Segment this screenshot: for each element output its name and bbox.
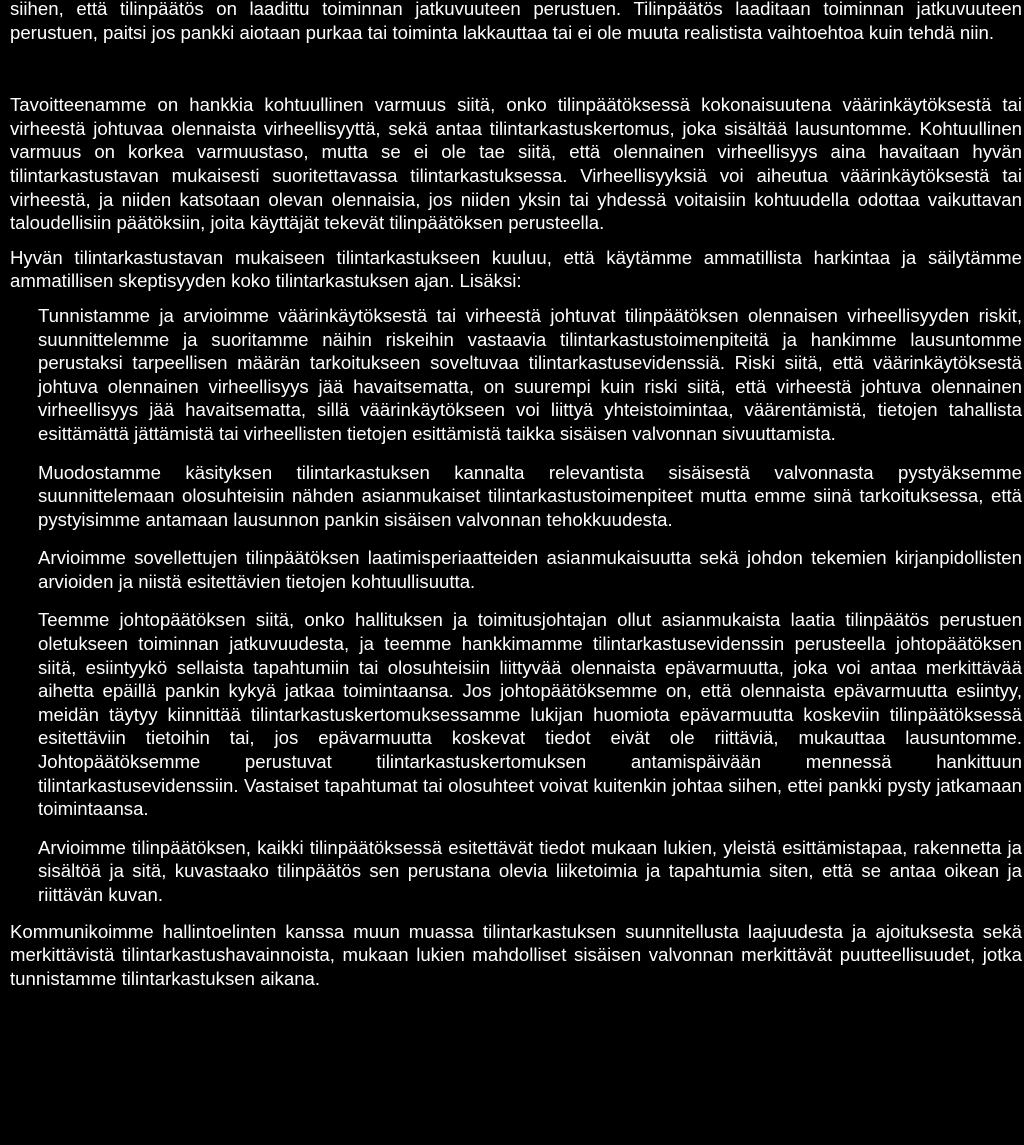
list-item-accounting-policies: Arvioimme sovellettujen tilinpäätöksen laatimisperiaatteiden asianmukaisuutta sekä johdon tekemien kirjanpidollisten arvioiden ja niistä esitettävien tietojen kohtuullisuutta. [38, 547, 1022, 592]
list-item-internal-control: Muodostamme käsityksen tilintarkastuksen kannalta relevantista sisäisestä valvonnasta pystyäksemme suunnittelemaan olosuhteisiin nähden asianmukaiset tilintarkastustoimenpiteet mutta emme siinä tarkoituksessa, että pystyisimme antamaan lausunnon pankin sisäisen valvonnan tehokkuudesta. [38, 461, 1022, 530]
paragraph-going-concern-continuation: siihen, että tilinpäätös on laadittu toiminnan jatkuvuuteen perustuen. Tilinpäätös laaditaan toiminnan jatkuvuuteen perustuen, paitsi jos pankki aiotaan purkaa tai toiminta lakkauttaa tai ei ole muuta realistista vaihtoehtoa kuin tehdä niin. [10, 0, 1022, 43]
paragraph-communication: Kommunikoimme hallintoelinten kanssa muun muassa tilintarkastuksen suunnitellusta laajuudesta ja ajoituksesta sekä merkittävistä tilintarkastushavainnoista, mukaan lukien mahdolliset sisäisen valvonnan merkittävät puutteellisuudet, jotka tunnistamme tilintarkastuksen aikana. [10, 920, 1022, 989]
document-page [10, 0, 1022, 990]
list-item-overall-presentation: Arvioimme tilinpäätöksen, kaikki tilinpäätöksessä esitettävät tiedot mukaan lukien, yleistä esittämistapaa, rakennetta ja sisältöä ja sitä, kuvastaako tilinpäätös sen perustana olevia liiketoimia ja tapahtumia siten, että se antaa oikean ja riittävän kuvan. [38, 836, 1022, 905]
list-item-risk-assessment: Tunnistamme ja arvioimme väärinkäytöksestä tai virheestä johtuvat tilinpäätöksen olennaisen virheellisyyden riskit, suunnittelemme ja suoritamme näihin riskeihin vastaavia tilintarkastustoimenpiteitä ja hankimme lausuntomme perustaksi tarpeellisen määrän tarkoitukseen soveltuvaa tilintarkastusevidenssiä. Riski siitä, että väärinkäytöksestä johtuva olennainen virheellisyys jää havaitsematta, on suurempi kuin riski siitä, että virheestä johtuva olennainen virheellisyys jää havaitsematta, sillä väärinkäytökseen voi liittyä yhteistoimintaa, väärentämistä, tietojen tahallista esittämättä jättämistä tai virheellisten tietojen esittämistä taikka sisäisen valvonnan sivuuttamista. [38, 304, 1022, 444]
paragraph-audit-objective: Tavoitteenamme on hankkia kohtuullinen varmuus siitä, onko tilinpäätöksessä kokonaisuutena väärinkäytöksestä tai virheestä johtuvaa olennaista virheellisyyttä, sekä antaa tilintarkastuskertomus, joka sisältää lausuntomme. Kohtuullinen varmuus on korkea varmuustaso, mutta se ei ole tae siitä, että olennainen virheellisyys aina havaitaan hyvän tilintarkastustavan mukaisesti suoritettavassa tilintarkastuksessa. Virheellisyyksiä voi aiheutua väärinkäytöksestä tai virheestä, ja niiden katsotaan olevan olennaisia, jos niiden yksin tai yhdessä voitaisiin kohtuudella odottaa vaikuttavan taloudellisiin päätöksiin, joita käyttäjät tekevät tilinpäätöksen perusteella. [10, 94, 1022, 234]
list-item-going-concern: Teemme johtopäätöksen siitä, onko hallituksen ja toimitusjohtajan ollut asianmukaista laatia tilinpäätös perustuen oletukseen toiminnan jatkuvuudesta, ja teemme hankkimamme tilintarkastusevidenssin perusteella johtopäätöksen siitä, esiintyykö sellaista tapahtumiin tai olosuhteisiin liittyvää olennaista epävarmuutta, joka voi antaa merkittävää aihetta epäillä pankin kykyä jatkaa toimintaansa. Jos johtopäätöksemme on, että olennaista epävarmuutta esiintyy, meidän täytyy kiinnittää tilintarkastuskertomuksessamme lukijan huomiota epävarmuutta koskeviin tilinpäätöksessä esitettäviin tietoihin tai, jos epävarmuutta koskevat tiedot eivät ole riittäviä, mukauttaa lausuntomme. Johtopäätöksemme perustuvat tilintarkastuskertomuksen antamispäivään mennessä hankittuun tilintarkastusevidenssiin. Vastaiset tapahtumat tai olosuhteet voivat kuitenkin johtaa siihen, ettei pankki pysty jatkamaan toimintaansa. [38, 609, 1022, 820]
paragraph-professional-judgement: Hyvän tilintarkastustavan mukaiseen tilintarkastukseen kuuluu, että käytämme ammatillista harkintaa ja säilytämme ammatillisen skeptisyyden koko tilintarkastuksen ajan. Lisäksi: [10, 246, 1022, 292]
audit-procedures-list [38, 304, 1022, 907]
